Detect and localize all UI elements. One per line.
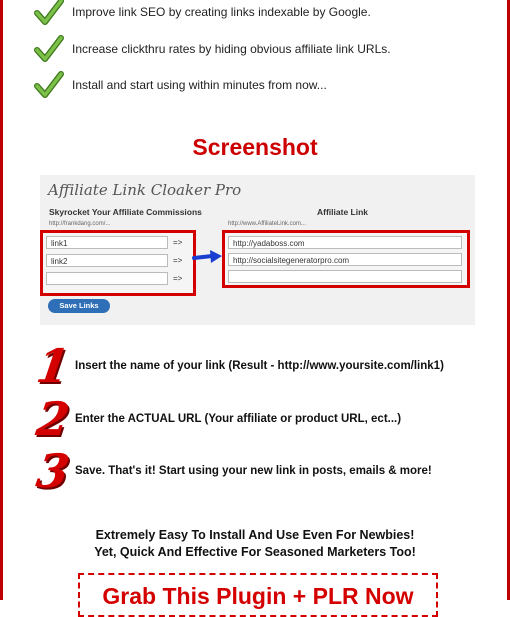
step-number: 1: [33, 339, 73, 393]
link-name-input[interactable]: [46, 272, 168, 285]
save-links-button[interactable]: Save Links: [48, 299, 110, 313]
plugin-screenshot: [40, 175, 475, 325]
step-item: [33, 392, 402, 446]
affiliate-url-input[interactable]: [228, 270, 462, 283]
step-item: [33, 444, 432, 498]
step-text: Insert the name of your link (Result - http://www.yoursite.com/link1): [75, 360, 444, 372]
link-name-input[interactable]: link2: [46, 254, 168, 267]
link-name-input[interactable]: link1: [46, 236, 168, 249]
highlight-box-names: [40, 230, 196, 296]
step-text: Save. That's it! Start using your new link in posts, emails & more!: [75, 465, 432, 477]
grab-plugin-cta[interactable]: [78, 573, 438, 617]
step-item: [33, 339, 444, 393]
row-arrow: =>: [173, 256, 183, 265]
affiliate-url-input[interactable]: http://socialsitegeneratorpro.com: [228, 253, 462, 266]
step-text: Enter the ACTUAL URL (Your affiliate or product URL, ect...): [75, 413, 402, 425]
column-header-name: Skyrocket Your Affiliate Commissions: [49, 207, 202, 217]
tagline-line-2: Yet, Quick And Effective For Seasoned Marketers Too!: [94, 545, 416, 559]
benefit-text: Improve link SEO by creating links indexable by Google.: [72, 5, 371, 19]
section-heading: Screenshot: [192, 134, 318, 160]
column-header-link: Affiliate Link: [317, 207, 369, 217]
checkmark-icon: [34, 35, 64, 63]
step-number: 2: [33, 392, 73, 446]
plugin-title: Affiliate Link Cloaker Pro: [48, 181, 242, 199]
benefit-item: [34, 71, 327, 99]
row-arrow: =>: [173, 238, 183, 247]
benefit-text: Install and start using within minutes from now...: [72, 78, 327, 92]
highlight-box-urls: [222, 230, 470, 288]
checkmark-icon: [34, 71, 64, 99]
affiliate-url-input[interactable]: http://yadaboss.com: [228, 236, 462, 249]
row-arrow: =>: [173, 274, 183, 283]
page-border-left: [0, 0, 3, 600]
checkmark-icon: [34, 0, 64, 26]
arrow-right-icon: [192, 247, 224, 265]
cta-label[interactable]: Grab This Plugin + PLR Now: [102, 583, 414, 609]
benefit-item: [34, 35, 391, 63]
benefit-text: Increase clickthru rates by hiding obvious affiliate link URLs.: [72, 42, 391, 56]
benefit-item: [34, 0, 371, 26]
step-number: 3: [33, 444, 73, 498]
tagline-line-1: Extremely Easy To Install And Use Even For Newbies!: [95, 528, 415, 542]
link-hint: http://www.AffiliateLink.com...: [228, 221, 306, 227]
name-hint: http://frankdang.com/...: [49, 221, 111, 227]
